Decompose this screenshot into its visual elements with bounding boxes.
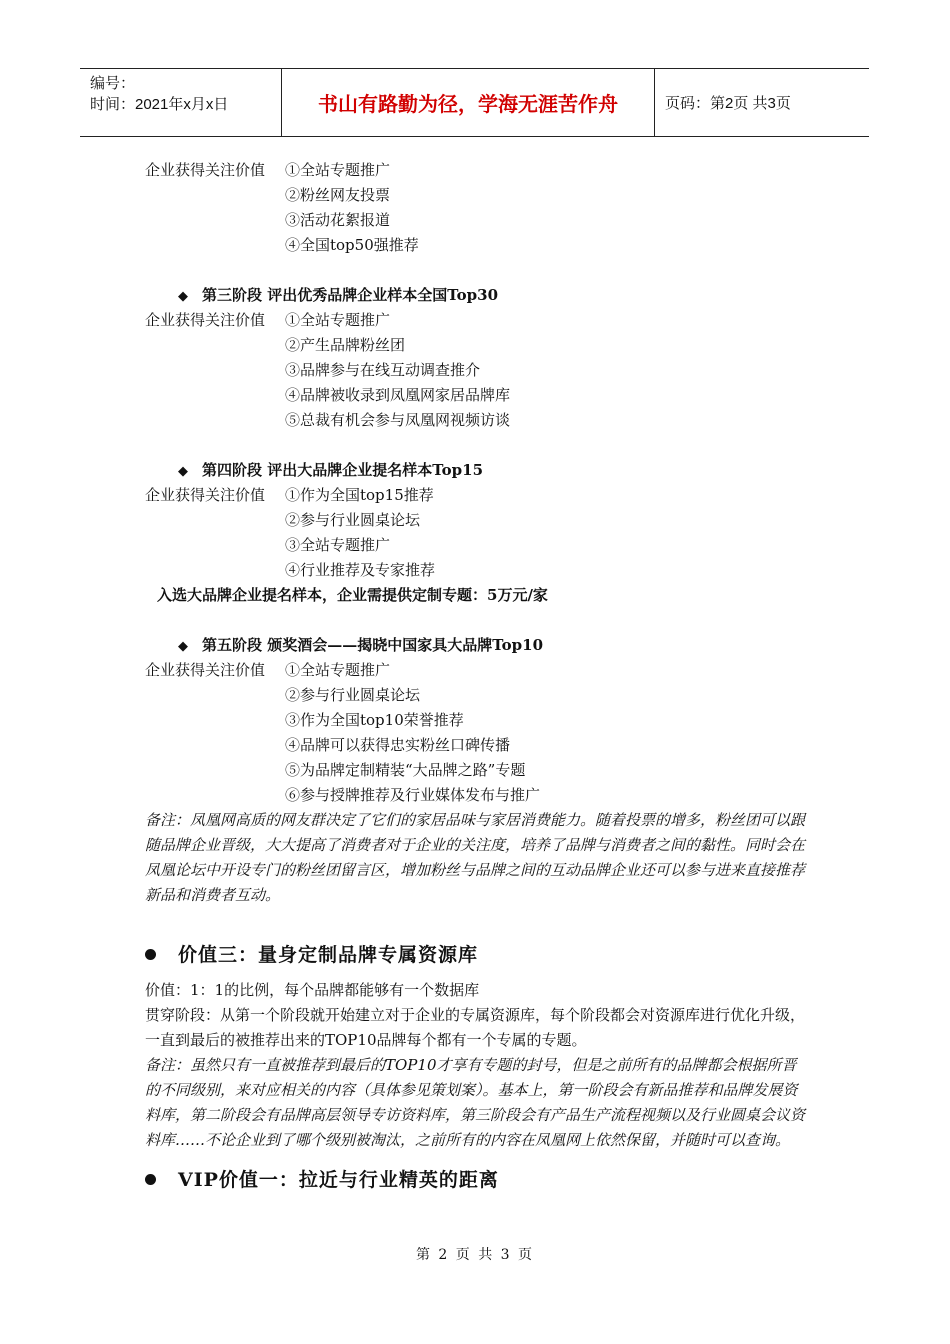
value-row bbox=[145, 308, 810, 333]
value-label: 企业获得关注价值 bbox=[145, 486, 266, 504]
section-heading-text: VIP价值一：拉近与行业精英的距离 bbox=[178, 1169, 499, 1191]
diamond-bullet-icon: ◆ bbox=[178, 289, 188, 304]
remark-paragraph: 备注：虽然只有一直被推荐到最后的TOP10才享有专题的封号，但是之前所有的品牌都会根据所晋的不同级别，来对应相关的内容（具体参见策划案）。基本上，第一阶段会有新品推荐和品牌发展资料库，第二阶段会有品牌高层领导专访资料库，第三阶段会有产品生产流程视频以及行业圆桌会议资料库……不论企业到了哪个级别被淘汰，之前所有的内容在凤凰网上依然保留，并随时可以查询。 bbox=[145, 1056, 806, 1149]
value-item: ③活动花絮报道 bbox=[285, 211, 391, 229]
value-line: 价值：1：1的比例，每个品牌都能够有一个数据库 bbox=[145, 981, 480, 999]
value-item: ④品牌可以获得忠实粉丝口碑传播 bbox=[285, 736, 511, 754]
time-label: 时间：2021年x月x日 bbox=[90, 96, 229, 113]
header-motto: 书山有路勤为径，学海无涯苦作舟 bbox=[282, 69, 655, 136]
remark-paragraph: 备注：凤凰网高质的网友群决定了它们的家居品味与家居消费能力。随着投票的增多，粉丝团可以跟随品牌企业晋级，大大提高了消费者对于企业的关注度，培养了品牌与消费者之间的黏性。同时会在凤凰论坛中开设专门的粉丝团留言区，增加粉丝与品牌之间的互动品牌企业还可以参与进来直接推荐新品和消费者互动。 bbox=[145, 811, 806, 904]
value-item: ⑤总裁有机会参与凤凰网视频访谈 bbox=[285, 411, 511, 429]
header-table bbox=[80, 68, 869, 137]
value-item: ①作为全国top15推荐 bbox=[285, 486, 434, 504]
document-body bbox=[145, 158, 810, 1199]
section-heading bbox=[145, 1161, 810, 1199]
round-bullet-icon bbox=[145, 949, 156, 960]
stage-heading bbox=[145, 283, 810, 308]
value-item: ③作为全国top10荣誉推荐 bbox=[285, 711, 464, 729]
value-item: ③全站专题推广 bbox=[285, 536, 391, 554]
stage-title: 第五阶段 颁奖酒会——揭晓中国家具大品牌Top10 bbox=[202, 636, 544, 654]
value-item: ①全站专题推广 bbox=[285, 661, 391, 679]
round-bullet-icon bbox=[145, 1174, 156, 1185]
diamond-bullet-icon: ◆ bbox=[178, 639, 188, 654]
value-item: ①全站专题推广 bbox=[285, 161, 391, 179]
value-item: ②参与行业圆桌论坛 bbox=[285, 511, 421, 529]
value-item: ⑤为品牌定制精装“大品牌之路”专题 bbox=[285, 761, 526, 779]
value-item: ⑥参与授牌推荐及行业媒体发布与推广 bbox=[285, 786, 541, 804]
value-row bbox=[145, 483, 810, 508]
value-item: ②产生品牌粉丝团 bbox=[285, 336, 406, 354]
header-meta bbox=[80, 69, 282, 136]
header-page-info: 页码：第2页 共3页 bbox=[665, 95, 791, 112]
page-footer: 第 2 页 共 3 页 bbox=[415, 1247, 535, 1263]
section-heading-text: 价值三：量身定制品牌专属资源库 bbox=[178, 944, 479, 966]
stage-span-paragraph: 贯穿阶段：从第一个阶段就开始建立对于企业的专属资源库，每个阶段都会对资源库进行优化升级，一直到最后的被推荐出来的TOP10品牌每个都有一个专属的专题。 bbox=[145, 1006, 806, 1049]
number-label: 编号： bbox=[90, 75, 136, 92]
price-note: 入选大品牌企业提名样本，企业需提供定制专题：5万元/家 bbox=[157, 586, 548, 604]
stage-title: 第三阶段 评出优秀品牌企业样本全国Top30 bbox=[202, 286, 499, 304]
value-label: 企业获得关注价值 bbox=[145, 661, 266, 679]
value-row bbox=[145, 658, 810, 683]
stage-heading bbox=[145, 633, 810, 658]
value-item: ①全站专题推广 bbox=[285, 311, 391, 329]
value-row bbox=[145, 158, 810, 183]
value-item: ④行业推荐及专家推荐 bbox=[285, 561, 436, 579]
stage-heading bbox=[145, 458, 810, 483]
diamond-bullet-icon: ◆ bbox=[178, 464, 188, 479]
value-item: ②粉丝网友投票 bbox=[285, 186, 391, 204]
value-item: ③品牌参与在线互动调查推介 bbox=[285, 361, 481, 379]
value-item: ④品牌被收录到凤凰网家居品牌库 bbox=[285, 386, 511, 404]
value-label: 企业获得关注价值 bbox=[145, 161, 266, 179]
section-heading bbox=[145, 936, 810, 974]
value-label: 企业获得关注价值 bbox=[145, 311, 266, 329]
value-item: ④全国top50强推荐 bbox=[285, 236, 419, 254]
value-item: ②参与行业圆桌论坛 bbox=[285, 686, 421, 704]
stage-title: 第四阶段 评出大品牌企业提名样本Top15 bbox=[202, 461, 484, 479]
